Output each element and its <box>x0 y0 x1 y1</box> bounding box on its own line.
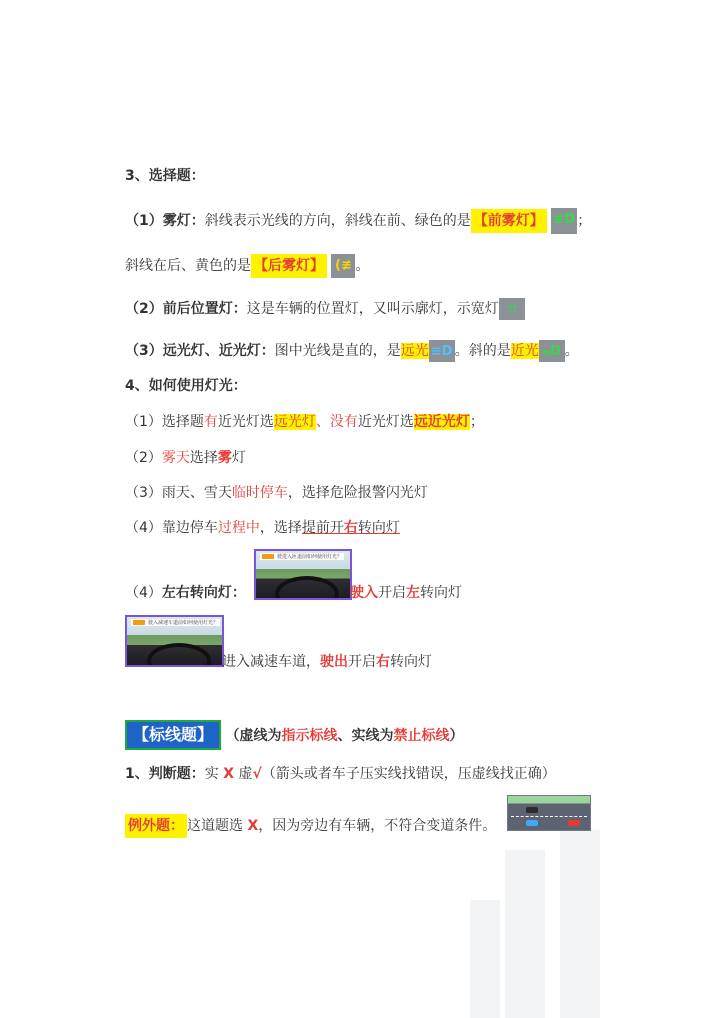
position-lamp-icon: ℷℷ <box>499 298 525 320</box>
text: 虚 <box>238 766 253 782</box>
watermark-shape <box>505 850 545 1018</box>
text: ，选择危险报警闪光灯 <box>287 485 428 501</box>
position-lamp-label: （2）前后位置灯： <box>125 301 247 317</box>
text: 灯 <box>231 450 246 466</box>
front-fog-tag: 【前雾灯】 <box>471 209 547 233</box>
text: 这道题选 <box>187 818 243 834</box>
usage-item-6 <box>222 650 432 674</box>
text: （3）雨天、雪天 <box>125 485 232 501</box>
lane-change-diagram <box>507 795 591 831</box>
text-red: 有 <box>203 414 218 430</box>
section-4-heading: 4、如何使用灯光： <box>125 378 247 394</box>
lane-section-header <box>125 720 463 750</box>
ramp-entry-photo <box>254 549 352 600</box>
text: 进入 <box>222 654 250 670</box>
text-red-bold: 雾 <box>217 450 232 466</box>
rear-fog-tag: 【后雾灯】 <box>251 254 327 278</box>
text: 近光灯选 <box>357 414 414 430</box>
usage-item-3 <box>125 481 428 505</box>
rear-fog-text: 斜线在后、黄色的是 <box>125 258 251 274</box>
text: 转向灯 <box>390 654 432 670</box>
car-icon <box>568 820 580 826</box>
text: 开启 <box>348 654 376 670</box>
rear-fog-lamp-icon: (≢ <box>331 254 355 278</box>
text: 减速车道， <box>250 654 320 670</box>
text: 开启 <box>378 585 406 601</box>
judgement-line <box>125 762 556 786</box>
text: （2） <box>125 450 162 466</box>
watermark-shape <box>470 900 500 1018</box>
fog-lamp-label: （1）雾灯： <box>125 213 205 229</box>
usage-item-2 <box>125 446 246 470</box>
high-beam-label: 远光 <box>400 343 429 359</box>
text-red: 雾天 <box>161 450 190 466</box>
lane-dashed-line <box>511 816 587 817</box>
text: （箭头或者车子压实线找错误，压虚线找正确） <box>261 766 556 782</box>
text: （4） <box>125 585 162 601</box>
text: 、实线为 <box>337 728 394 744</box>
usage-item-4 <box>125 516 400 540</box>
text-red: 过程中 <box>217 520 260 536</box>
text-red-bold: 禁止标线 <box>393 728 450 744</box>
rear-fog-line <box>125 254 369 278</box>
usage-item-1 <box>125 410 484 434</box>
usage-item-5 <box>125 581 246 605</box>
decel-lane-photo <box>125 615 224 667</box>
text: 近光灯选 <box>217 414 274 430</box>
photo-caption: 驶进入匝道前如何使用灯光？ <box>260 553 344 560</box>
position-lamp-line <box>125 297 525 321</box>
text: ； <box>469 414 484 430</box>
usage-item-5-right <box>350 581 462 605</box>
text-underlined-red: 右 <box>343 520 358 536</box>
text-highlight: 远光灯 <box>273 414 316 430</box>
beam-text-a: 图中光线是直的，是 <box>274 343 401 359</box>
watermark-shape <box>560 830 600 1018</box>
steering-wheel <box>275 576 339 600</box>
text: ，因为旁边有车辆，不符合变道条件。 <box>258 818 497 834</box>
lane-section-tag: 【标线题】 <box>125 720 221 750</box>
beam-lamp-line <box>125 339 579 363</box>
text-red-bold: 驶出 <box>320 654 348 670</box>
text-red: 临时停车 <box>231 485 288 501</box>
car-icon <box>526 820 538 826</box>
low-beam-label: 近光 <box>510 343 539 359</box>
section-3-heading: 3、选择题： <box>125 168 205 184</box>
text-highlight: 远近光灯 <box>413 414 470 430</box>
beam-lamp-label: （3）远光灯、近光灯： <box>125 343 275 359</box>
text-red: 、 <box>315 414 330 430</box>
exception-label: 例外题： <box>125 814 187 838</box>
position-lamp-text: 这是车辆的位置灯，又叫示廓灯，示宽灯 <box>246 301 499 317</box>
text: 1、判断题： <box>125 766 205 782</box>
text: ） <box>449 728 464 744</box>
text: （1）选择题 <box>125 414 204 430</box>
punctuation: ； <box>577 213 592 229</box>
text: （4）靠边停车 <box>125 520 218 536</box>
front-fog-lamp-icon: ≢D <box>551 208 577 234</box>
low-beam-icon: ⩦D <box>539 340 565 362</box>
wrong-mark: X <box>223 766 234 782</box>
car-icon <box>526 807 538 813</box>
text-red-bold: 右 <box>376 654 390 670</box>
photo-caption: 驶入减速车道前如何使用灯光？ <box>131 619 220 626</box>
fog-lamp-text: 斜线表示光线的方向，斜线在前、绿色的是 <box>204 213 471 229</box>
high-beam-icon: ≡D <box>429 340 455 362</box>
text: （虚线为 <box>225 728 282 744</box>
beam-text-b: 。斜的是 <box>454 343 511 359</box>
text: 实 <box>204 766 219 782</box>
beam-text-c: 。 <box>564 343 579 359</box>
text-red: 没有 <box>329 414 358 430</box>
fog-lamp-line <box>125 208 591 234</box>
text-red-bold: 驶入 <box>350 585 378 601</box>
wrong-mark: X <box>247 818 259 834</box>
text: ，选择 <box>259 520 302 536</box>
text: 选择 <box>189 450 218 466</box>
exception-line <box>125 814 496 838</box>
punctuation: 。 <box>355 258 370 274</box>
text-underlined: 转向灯 <box>357 520 400 536</box>
text: 转向灯 <box>420 585 462 601</box>
text-red-bold: 指示标线 <box>281 728 338 744</box>
steering-wheel <box>147 643 211 667</box>
text-underlined: 提前开 <box>301 520 344 536</box>
text-red-bold: 左 <box>406 585 420 601</box>
correct-mark: √ <box>252 766 262 782</box>
turn-signal-label: 左右转向灯： <box>161 585 246 601</box>
